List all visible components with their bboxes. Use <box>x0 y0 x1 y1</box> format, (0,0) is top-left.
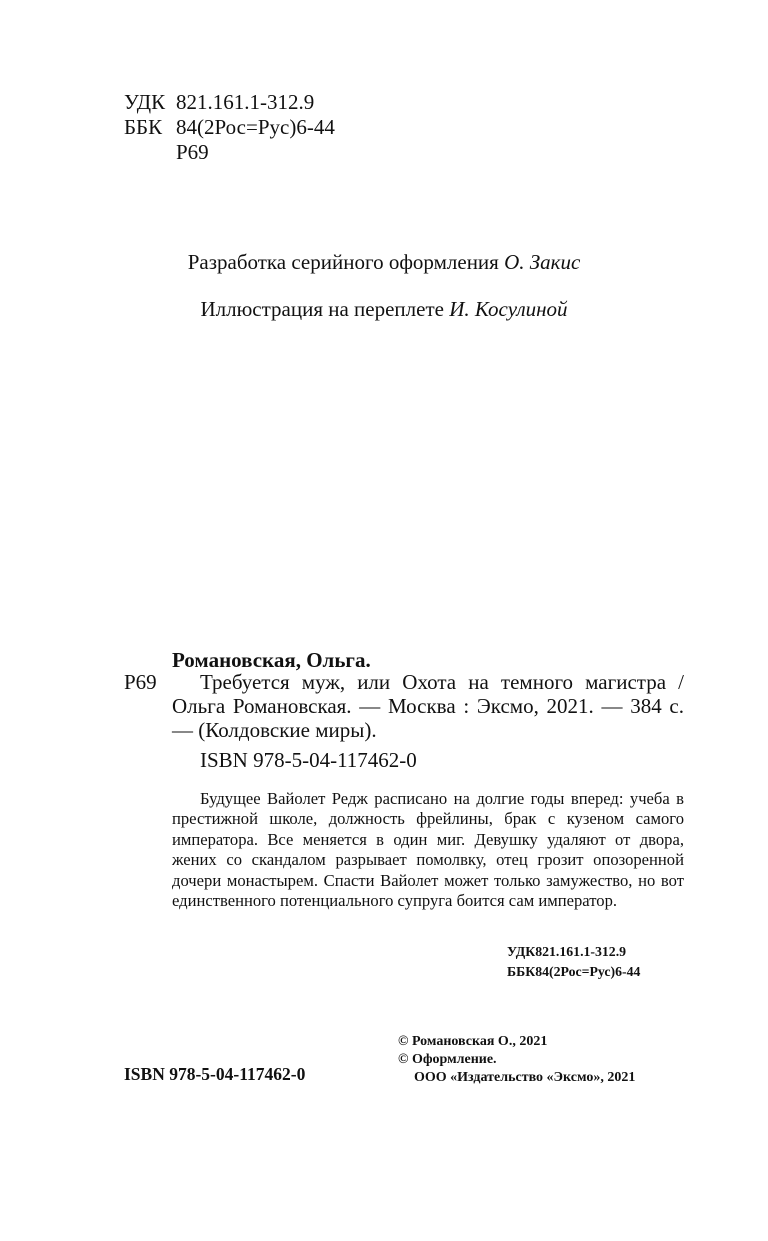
udk-bottom: УДК821.161.1-312.9 <box>507 944 627 959</box>
bbk-bottom: ББК84(2Рос=Рус)6-44 <box>507 964 641 979</box>
illustration-credit <box>0 297 768 322</box>
catalog-code: Р69 <box>124 670 157 694</box>
series-design-text: Разработка серийного оформления <box>187 250 499 274</box>
catalog-isbn: ISBN 978-5-04-117462-0 <box>200 748 417 772</box>
bbk-value: 84(2Рос=Рус)6-44 <box>176 115 335 139</box>
illustration-text: Иллюстрация на переплете <box>200 297 444 321</box>
series-design-credit <box>0 250 768 275</box>
author-mark: Р69 <box>176 140 209 164</box>
udk-label: УДК <box>124 90 166 114</box>
copyright-design: © Оформление. <box>398 1052 497 1067</box>
footer-isbn: ISBN 978-5-04-117462-0 <box>124 1064 306 1084</box>
copyright-publisher: ООО «Издательство «Эксмо», 2021 <box>414 1070 636 1085</box>
copyright-author: © Романовская О., 2021 <box>398 1034 548 1049</box>
bbk-label: ББК <box>124 115 163 139</box>
udk-value: 821.161.1-312.9 <box>176 90 315 114</box>
copyright-block <box>398 1033 635 1087</box>
catalog-description: Требуется муж, или Охота на темного магистра / Ольга Романовская. — Москва : Эксмо, 2021. — 384 с. — (Колдовские миры). <box>172 670 684 742</box>
series-design-name: О. Закис <box>504 250 581 274</box>
illustration-name: И. Косулиной <box>449 297 568 321</box>
catalog-author: Романовская, Ольга. <box>172 648 371 672</box>
book-annotation: Будущее Вайолет Редж расписано на долгие годы вперед: учеба в престижной школе, должность фрейлины, брак с кузеном самого императора. Все меняется в один миг. Девушку удаляют от двора, жених со скандалом разрывает помолвку, отец грозит опозоренной дочери монастырем. Спасти Вайолет может только замужество, но вот единственного потенциального супруга боится сам император. <box>172 789 684 911</box>
classification-block-top <box>124 90 335 165</box>
classification-block-bottom <box>507 942 640 982</box>
